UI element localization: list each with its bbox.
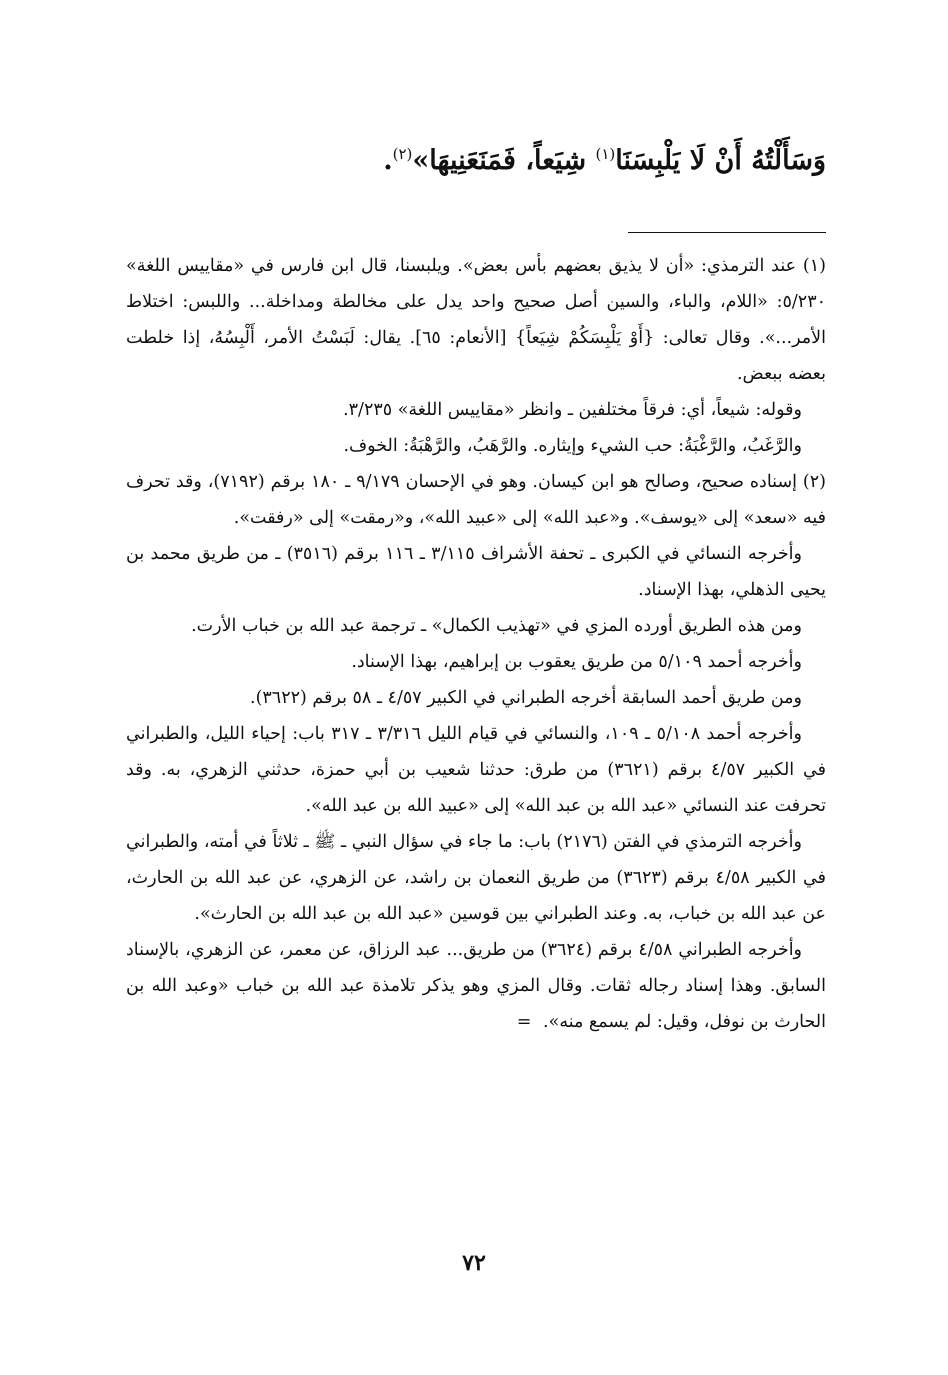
page-number: ٧٢ (462, 1250, 486, 1276)
footnote-ref-2: (٢) (392, 145, 413, 163)
footnote-1-paragraph: وقوله: شيعاً، أي: فرقاً مختلفين ـ وانظر «مقاييس اللغة» ٣/٢٣٥. (343, 400, 802, 420)
hadith-text (108, 128, 826, 187)
footnote-1-number: (١) (802, 256, 826, 276)
footnote-2-paragraph: وأخرجه أحمد ٥/١٠٩ من طريق يعقوب بن إبراهيم، بهذا الإسناد. (351, 652, 802, 672)
footnote-2-paragraph: وأخرجه أحمد ٥/١٠٨ ـ ١٠٩، والنسائي في قيام الليل ٣/٣١٦ ـ ٣١٧ باب: إحياء الليل، والطبراني في الكبير ٤/٥٧ برقم (٣٦٢١) من طرق: حدثنا شعيب بن أبي حمزة، حدثني الزهري، به. وقد تحرفت عند النسائي «عبد الله بن عبد الله» إلى «عبيد الله بن عبد الله». (126, 724, 827, 816)
footnote-2-paragraph: ومن هذه الطريق أورده المزي في «تهذيب الكمال» ـ ترجمة عبد الله بن خباب الأرت. (191, 616, 802, 636)
footnote-2-last-text: وأخرجه الطبراني ٤/٥٨ برقم (٣٦٢٤) من طريق... عبد الرزاق، عن معمر، عن الزهري، بالإسناد السابق. وهذا إسناد رجاله ثقات. وقال المزي وهو يذكر تلامذة عبد الله بن خباب «وعبد الله بن الحارث بن نوفل، وقيل: لم يسمع منه». (126, 940, 826, 1032)
hadith-end: . (383, 145, 393, 176)
hadith-part-2: شِيَعاً، فَمَنَعَنِيهَا» (412, 145, 587, 176)
continuation-mark: = (516, 1012, 532, 1032)
footnote-2-paragraph (126, 932, 826, 1040)
footnote-1 (126, 248, 826, 392)
footnote-2 (126, 464, 826, 536)
footnote-2-text: إسناده صحيح، وصالح هو ابن كيسان. وهو في الإحسان ٩/١٧٩ ـ ١٨٠ برقم (٧١٩٢)، وقد تحرف فيه «سعد» إلى «يوسف». و«عبد الله» إلى «عبيد الله»، و«رمقت» إلى «رفقت». (126, 472, 826, 528)
footnote-2-number: (٢) (802, 472, 826, 492)
footnote-2-paragraph: وأخرجه النسائي في الكبرى ـ تحفة الأشراف ٣/١١٥ ـ ١١٦ برقم (٣٥١٦) ـ من طريق محمد بن يحيى الذهلي، بهذا الإسناد. (126, 544, 826, 600)
footnote-1-paragraph: والرَّغَبُ، والرَّغْبَةُ: حب الشيء وإيثاره. والرَّهَبُ، والرَّهْبَةُ: الخوف. (343, 436, 802, 456)
footnotes (126, 248, 826, 1040)
footnote-1-text: عند الترمذي: «أن لا يذيق بعضهم بأس بعض». ويلبسنا، قال ابن فارس في «مقاييس اللغة» ٥/٢٣٠: «اللام، والباء، والسين أصل صحيح واحد يدل على مخالطة ومداخلة... واللبس: اختلاط الأمر...». وقال تعالى: {أَوْ يَلْبِسَكُمْ شِيَعاً} [الأنعام: ٦٥]. يقال: لَبَسْتُ الأمر، أَلْبِسُهُ، إذا خلطت بعضه ببعض. (126, 256, 826, 384)
footnote-ref-1: (١) (595, 145, 616, 163)
footnote-2-paragraph: ومن طريق أحمد السابقة أخرجه الطبراني في الكبير ٤/٥٧ ـ ٥٨ برقم (٣٦٢٢). (250, 688, 802, 708)
hadith-part-1: وَسَأَلْتُهُ أَنْ لَا يَلْبِسَنَا (615, 145, 826, 176)
footnote-divider (628, 232, 826, 233)
footnote-2-paragraph: وأخرجه الترمذي في الفتن (٢١٧٦) باب: ما جاء في سؤال النبي ـ ﷺ ـ ثلاثاً في أمته، والطبراني في الكبير ٤/٥٨ برقم (٣٦٢٣) من طريق النعمان بن راشد، عن الزهري، عن عبد الله بن الحارث، عن عبد الله بن خباب، به. وعند الطبراني بين قوسين «عبد الله بن عبد الله بن الحارث». (126, 832, 826, 924)
